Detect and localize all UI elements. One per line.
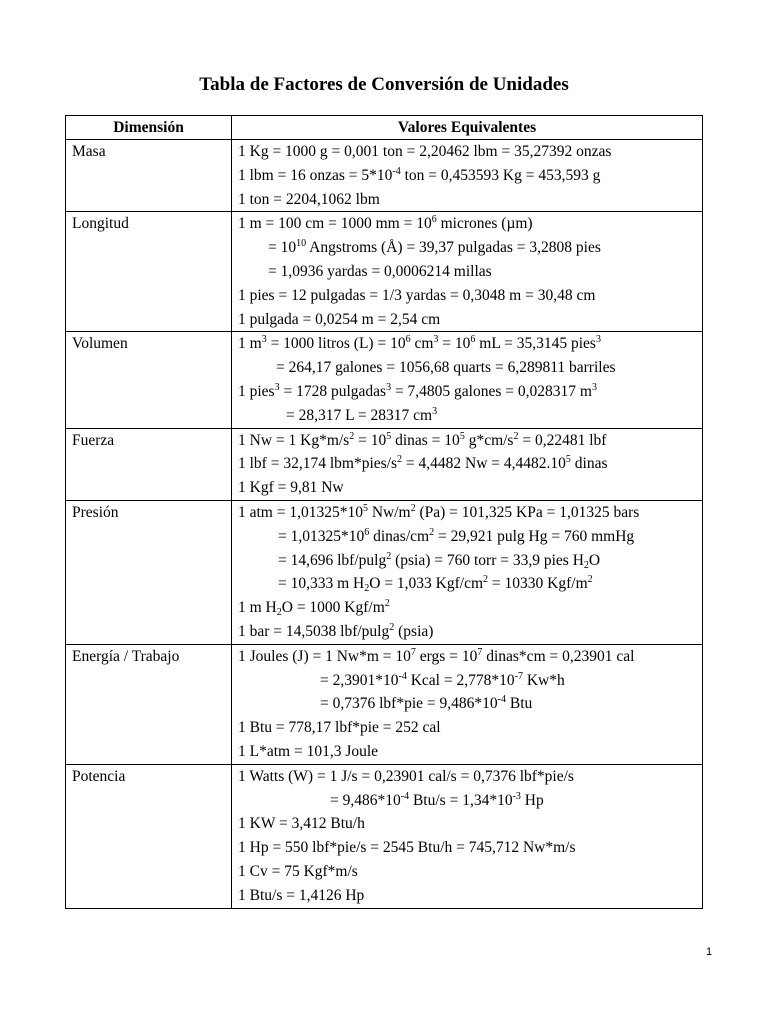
values-cell — [232, 500, 703, 644]
text-segment: 1 lbf = 32,174 lbm*pies/s — [238, 455, 398, 473]
text-segment: 1 Kgf = 9,81 Nw — [238, 479, 344, 497]
superscript: 6 — [364, 526, 370, 538]
text-segment: = 10330 Kgf/m — [488, 575, 588, 593]
superscript: 3 — [261, 334, 267, 346]
equivalence-line — [238, 620, 702, 644]
header-dimension: Dimensión — [66, 116, 232, 140]
superscript: 6 — [405, 334, 411, 346]
equivalence-line — [238, 188, 702, 212]
text-segment: 1 KW = 3,412 Btu/h — [238, 815, 365, 833]
superscript: 3 — [595, 334, 601, 346]
text-segment: 1 m — [238, 335, 262, 353]
equivalence-line — [238, 692, 702, 716]
text-segment: cm — [410, 335, 434, 353]
dimension-cell: Masa — [66, 140, 232, 212]
table-row — [66, 140, 703, 212]
text-segment: = 1000 litros (L) = 10 — [266, 335, 406, 353]
superscript: 5 — [459, 430, 465, 442]
superscript: 2 — [386, 550, 392, 562]
table-row — [66, 500, 703, 644]
text-segment: 1 ton = 2204,1062 lbm — [238, 190, 380, 208]
dimension-cell: Potencia — [66, 764, 232, 908]
text-segment: = 10 — [438, 335, 471, 353]
equivalence-line — [238, 260, 702, 284]
text-segment: (psia) = 760 torr = 33,9 pies H — [391, 551, 584, 569]
superscript: 2 — [389, 621, 395, 633]
subscript: 2 — [276, 607, 282, 619]
equivalence-line — [238, 356, 702, 380]
text-segment: dinas*cm = 0,23901 cal — [482, 647, 635, 665]
values-cell — [232, 428, 703, 500]
text-segment: 1 Nw = 1 Kg*m/s — [238, 431, 350, 449]
table-row — [66, 332, 703, 428]
text-segment: 1 pies — [238, 382, 275, 400]
equivalence-line — [238, 525, 702, 549]
text-segment: 1 Btu = 778,17 lbf*pie = 252 cal — [238, 719, 441, 737]
text-segment: 1 Cv = 75 Kgf*m/s — [238, 862, 358, 880]
equivalence-line — [238, 332, 702, 356]
text-segment: = 29,921 pulg Hg = 760 mmHg — [434, 527, 635, 545]
text-segment: O — [588, 551, 601, 569]
superscript: 2 — [429, 526, 435, 538]
equivalence-line — [238, 645, 702, 669]
superscript: 2 — [587, 574, 593, 586]
superscript: 3 — [591, 381, 597, 393]
table-row — [66, 428, 703, 500]
text-segment: = 7,4805 galones = 0,028317 m — [391, 382, 592, 400]
equivalence-line — [238, 860, 702, 884]
equivalence-line — [238, 429, 702, 453]
superscript: 5 — [362, 502, 368, 514]
superscript: -4 — [398, 670, 407, 682]
equivalence-line — [238, 452, 702, 476]
text-segment: = 10 — [268, 239, 297, 257]
superscript: -4 — [392, 165, 401, 177]
equivalence-line — [238, 308, 702, 332]
values-cell — [232, 764, 703, 908]
text-segment: = 9,486*10 — [330, 791, 401, 809]
superscript: 10 — [296, 238, 307, 250]
text-segment: 1 m H — [238, 599, 277, 617]
page-number: 1 — [706, 946, 713, 958]
superscript: -4 — [497, 694, 506, 706]
text-segment: O = 1,033 Kgf/cm — [369, 575, 484, 593]
header-values: Valores Equivalentes — [232, 116, 703, 140]
table-body — [66, 140, 703, 909]
text-segment: ton = 0,453593 Kg = 453,593 g — [400, 166, 601, 184]
equivalence-line — [238, 572, 702, 596]
text-segment: dinas/cm — [369, 527, 430, 545]
page-title: Tabla de Factores de Conversión de Unidades — [199, 74, 569, 95]
text-segment: 1 Hp = 550 lbf*pie/s = 2545 Btu/h = 745,712 Nw*m/s — [238, 839, 576, 857]
equivalence-line — [238, 212, 702, 236]
superscript: 2 — [384, 598, 390, 610]
dimension-cell: Longitud — [66, 212, 232, 332]
equivalence-line — [238, 164, 702, 188]
dimension-cell: Volumen — [66, 332, 232, 428]
superscript: 3 — [433, 334, 439, 346]
conversion-table — [65, 115, 703, 909]
text-segment: (psia) — [394, 622, 434, 640]
table-row — [66, 644, 703, 764]
text-segment: dinas — [570, 455, 608, 473]
text-segment: Kcal = 2,778*10 — [406, 671, 515, 689]
equivalence-line — [238, 404, 702, 428]
dimension-cell: Presión — [66, 500, 232, 644]
values-cell — [232, 332, 703, 428]
text-segment: Btu/s = 1,34*10 — [409, 791, 513, 809]
table-header-row — [66, 116, 703, 140]
subscript: 2 — [583, 559, 589, 571]
superscript: 5 — [386, 430, 392, 442]
text-segment: = 264,17 galones = 1056,68 quarts = 6,289811 barriles — [276, 359, 616, 377]
equivalence-line — [238, 549, 702, 573]
equivalence-line — [238, 812, 702, 836]
superscript: 2 — [483, 574, 489, 586]
values-cell — [232, 644, 703, 764]
equivalence-line — [238, 140, 702, 164]
text-segment: = 14,696 lbf/pulg — [278, 551, 387, 569]
table-row — [66, 764, 703, 908]
text-segment: 1 Btu/s = 1,4126 Hp — [238, 886, 365, 904]
text-segment: ergs = 10 — [415, 647, 478, 665]
text-segment: = 1,01325*10 — [278, 527, 365, 545]
superscript: 2 — [513, 430, 519, 442]
superscript: 2 — [349, 430, 355, 442]
equivalence-line — [238, 789, 702, 813]
text-segment: Nw/m — [367, 503, 411, 521]
text-segment: 1 Joules (J) = 1 Nw*m = 10 — [238, 647, 411, 665]
text-segment: Btu — [505, 695, 533, 713]
equivalence-line — [238, 501, 702, 525]
text-segment: (Pa) = 101,325 KPa = 1,01325 bars — [415, 503, 640, 521]
superscript: -4 — [400, 790, 410, 802]
equivalence-line — [238, 476, 702, 500]
equivalence-line — [238, 236, 702, 260]
equivalence-line — [238, 884, 702, 908]
text-segment: = 2,3901*10 — [320, 671, 399, 689]
text-segment: Angstroms (Å) = 39,37 pulgadas = 3,2808 pies — [306, 239, 601, 257]
equivalence-line — [238, 284, 702, 308]
text-segment: g*cm/s — [464, 431, 514, 449]
superscript: 2 — [397, 454, 403, 466]
text-segment: O = 1000 Kgf/m — [281, 599, 385, 617]
values-cell — [232, 140, 703, 212]
text-segment: 1 Kg = 1000 g = 0,001 ton = 2,20462 lbm = 35,27392 onzas — [238, 143, 612, 160]
text-segment: 1 Watts (W) = 1 J/s = 0,23901 cal/s = 0,7376 lbf*pie/s — [238, 767, 574, 785]
equivalence-line — [238, 669, 702, 693]
superscript: 3 — [432, 405, 438, 417]
equivalence-line — [238, 765, 702, 789]
superscript: -3 — [512, 790, 521, 802]
text-segment: 1 bar = 14,5038 lbf/pulg — [238, 622, 390, 640]
text-segment: = 1728 pulgadas — [279, 382, 387, 400]
text-segment: 1 pulgada = 0,0254 m = 2,54 cm — [238, 310, 441, 328]
text-segment: = 1,0936 yardas = 0,0006214 millas — [268, 262, 492, 280]
superscript: -7 — [514, 670, 523, 682]
superscript: 7 — [410, 646, 416, 658]
equivalence-line — [238, 596, 702, 620]
superscript: 6 — [431, 214, 437, 226]
subscript: 2 — [364, 583, 370, 595]
equivalence-line — [238, 836, 702, 860]
text-segment: 1 lbm = 16 onzas = 5*10 — [238, 166, 393, 184]
text-segment: Hp — [520, 791, 544, 809]
text-segment: Kw*h — [522, 671, 565, 689]
text-segment: 1 L*atm = 101,3 Joule — [238, 742, 379, 760]
text-segment: 1 pies = 12 pulgadas = 1/3 yardas = 0,3048 m = 30,48 cm — [238, 286, 596, 304]
equivalence-line — [238, 740, 702, 764]
superscript: 6 — [470, 334, 476, 346]
superscript: 3 — [386, 381, 392, 393]
dimension-cell: Fuerza — [66, 428, 232, 500]
equivalence-line — [238, 716, 702, 740]
text-segment: = 4,4482 Nw = 4,4482.10 — [402, 455, 566, 473]
values-cell — [232, 212, 703, 332]
text-segment: = 10 — [354, 431, 387, 449]
text-segment: 1 atm = 1,01325*10 — [238, 503, 363, 521]
text-segment: = 28,317 L = 28317 cm — [286, 406, 433, 424]
text-segment: = 0,22481 lbf — [518, 431, 607, 449]
superscript: 2 — [410, 502, 416, 514]
text-segment: = 10,333 m H — [278, 575, 365, 593]
table-row — [66, 212, 703, 332]
text-segment: micrones (µm) — [436, 215, 533, 233]
text-segment: mL = 35,3145 pies — [475, 335, 596, 353]
superscript: 5 — [565, 454, 571, 466]
superscript: 7 — [477, 646, 483, 658]
equivalence-line — [238, 380, 702, 404]
text-segment: 1 m = 100 cm = 1000 mm = 10 — [238, 215, 432, 233]
text-segment: dinas = 10 — [391, 431, 460, 449]
superscript: 3 — [274, 381, 280, 393]
dimension-cell: Energía / Trabajo — [66, 644, 232, 764]
text-segment: = 0,7376 lbf*pie = 9,486*10 — [320, 695, 498, 713]
